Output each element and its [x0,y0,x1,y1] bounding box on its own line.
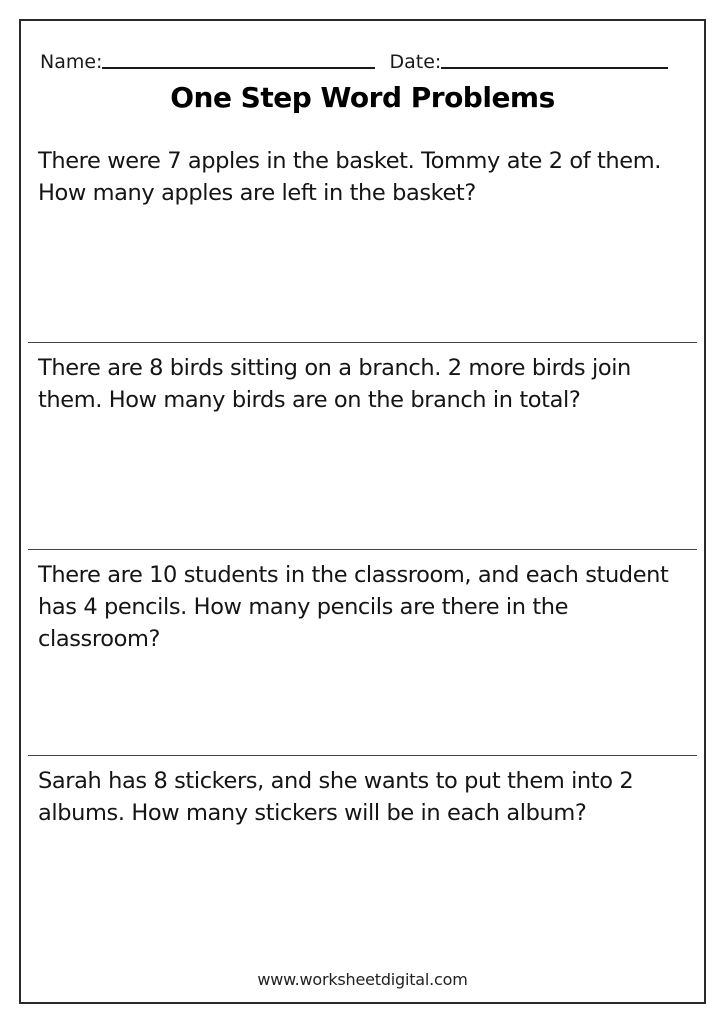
date-label: Date: [389,51,442,73]
date-input-line[interactable] [441,49,668,69]
problem-1: There were 7 apples in the basket. Tommy ate 2 of them. How many apples are left in the basket? [38,148,662,206]
footer-website: www.worksheetdigital.com [257,970,468,989]
problem-2: There are 8 birds sitting on a branch. 2 more birds join them. How many birds are on the branch in total? [38,355,631,413]
problem-3: There are 10 students in the classroom, and each student has 4 pencils. How many pencils are there in the classroom? [38,562,669,652]
answer-divider-2 [28,549,697,550]
answer-divider-3 [28,755,697,756]
worksheet-page [19,19,706,1004]
header-fields [40,43,685,73]
page-title: One Step Word Problems [170,81,555,114]
name-label: Name: [40,51,103,73]
name-input-line[interactable] [102,49,375,69]
answer-divider-1 [28,342,697,343]
problem-4: Sarah has 8 stickers, and she wants to put them into 2 albums. How many stickers will be in each album? [38,768,634,826]
